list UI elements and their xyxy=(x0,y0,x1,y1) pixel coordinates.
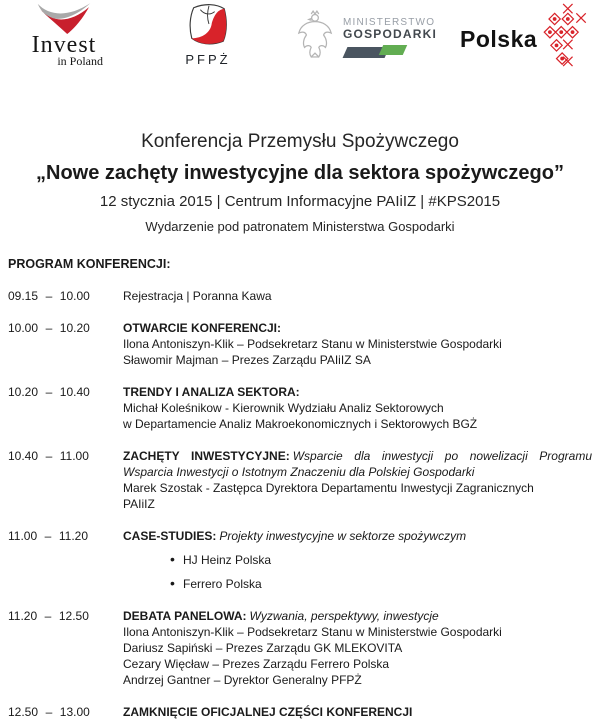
polska-logo-text: Polska xyxy=(460,26,538,52)
speaker-line: Ilona Antoniszyn-Klik – Podsekretarz Stanu w Ministerstwie Gospodarki xyxy=(123,337,502,351)
speaker-line: w Departamencie Analiz Makroekonomicznych i Sektorowych BGŻ xyxy=(123,417,478,431)
time-range: 10.20 – 10.40 xyxy=(8,385,90,399)
program-row xyxy=(8,528,592,592)
partner-logos-row xyxy=(0,0,600,72)
ministry-of-economy-logo xyxy=(294,9,437,61)
session-title: DEBATA PANELOWA: xyxy=(123,609,247,623)
session-heading xyxy=(123,448,592,480)
time-range: 09.15 – 10.00 xyxy=(8,289,90,303)
speaker-line: Ilona Antoniszyn-Klik – Podsekretarz Stanu w Ministerstwie Gospodarki xyxy=(123,625,502,639)
session-content xyxy=(123,704,592,720)
time-range: 10.40 – 11.00 xyxy=(8,449,89,463)
program-heading: PROGRAM KONFERENCJI: xyxy=(8,257,171,271)
session-content xyxy=(123,320,592,368)
session-title: ZAMKNIĘCIE OFICJALNEJ CZĘŚCI KONFERENCJI xyxy=(123,705,413,719)
speaker-line: PAIiIZ xyxy=(123,497,155,511)
polska-brand-logo xyxy=(460,2,588,68)
program-row xyxy=(8,608,592,688)
program-row xyxy=(8,704,592,720)
program-section xyxy=(0,256,600,720)
ministry-logo-line1: MINISTERSTWO xyxy=(343,17,436,28)
time-range: 10.00 – 10.20 xyxy=(8,321,90,335)
session-subtitle: Wyzwania, perspektywy, inwestycje xyxy=(249,609,439,623)
invest-swoosh-icon xyxy=(33,2,95,34)
session-content xyxy=(123,608,592,688)
ministry-logo-text xyxy=(343,9,437,61)
session-title: TRENDY I ANALIZA SEKTORA: xyxy=(123,385,300,399)
polish-eagle-icon xyxy=(294,9,336,61)
bullet-item: • HJ Heinz Polska xyxy=(170,552,592,568)
bullet-item: • Ferrero Polska xyxy=(170,576,592,592)
ministry-logo-bars xyxy=(343,45,437,59)
conference-title: Konferencja Przemysłu Spożywczego xyxy=(141,131,459,152)
ministry-logo-line2: GOSPODARKI xyxy=(343,27,438,41)
ministry-bar-green xyxy=(379,45,407,55)
pfpz-flag-icon xyxy=(186,3,230,45)
session-text: Rejestracja | Poranna Kawa xyxy=(123,289,272,303)
pfpz-logo xyxy=(184,3,232,67)
session-subtitle: Projekty inwestycyjne w sektorze spożywczym xyxy=(219,529,467,543)
pfpz-logo-text: PFPŻ xyxy=(185,52,231,67)
time-range: 11.00 – 11.20 xyxy=(8,529,89,543)
session-title: ZACHĘTY INWESTYCYJNE: xyxy=(123,449,290,463)
invest-in-poland-logo xyxy=(24,2,104,67)
program-row xyxy=(8,384,592,432)
conference-subtitle: „Nowe zachęty inwestycyjne dla sektora spożywczego” xyxy=(36,162,564,184)
session-heading xyxy=(123,608,592,624)
invest-logo-subtext: in Poland xyxy=(57,54,103,68)
speaker-line: Andrzej Gantner – Dyrektor Generalny PFPŻ xyxy=(123,673,362,687)
speaker-line: Dariusz Sapiński – Prezes Zarządu GK MLEKOVITA xyxy=(123,641,403,655)
polska-folk-pattern-icon xyxy=(542,2,588,68)
invest-logo-text: Invest xyxy=(31,32,97,58)
session-title: CASE-STUDIES: xyxy=(123,529,217,543)
speaker-line: Marek Szostak - Zastępca Dyrektora Departamentu Inwestycji Zagranicznych xyxy=(123,481,534,495)
program-row xyxy=(8,320,592,368)
session-content xyxy=(123,288,592,304)
session-subtitle: Wsparcie dla inwestycji po nowelizacji Programu Wsparcia Inwestycji o Istotnym Znaczeniu dla Polskiej Gospodarki xyxy=(123,449,592,479)
speaker-line: Michał Koleśnikow - Kierownik Wydziału Analiz Sektorowych xyxy=(123,401,444,415)
title-block xyxy=(0,130,600,235)
session-title: OTWARCIE KONFERENCJI: xyxy=(123,321,282,335)
speaker-line: Sławomir Majman – Prezes Zarządu PAIiIZ SA xyxy=(123,353,371,367)
program-row xyxy=(8,448,592,512)
speaker-line: Cezary Więcław – Prezes Zarządu Ferrero Polska xyxy=(123,657,390,671)
patronage-note: Wydarzenie pod patronatem Ministerstwa Gospodarki xyxy=(145,219,455,234)
conference-date-location: 12 stycznia 2015 | Centrum Informacyjne PAIiIZ | #KPS2015 xyxy=(99,193,501,210)
session-content xyxy=(123,528,592,592)
session-heading xyxy=(123,528,592,544)
program-row xyxy=(8,288,592,304)
session-content xyxy=(123,448,592,512)
time-range: 11.20 – 12.50 xyxy=(8,609,89,623)
session-content xyxy=(123,384,592,432)
time-range: 12.50 – 13.00 xyxy=(8,705,90,719)
